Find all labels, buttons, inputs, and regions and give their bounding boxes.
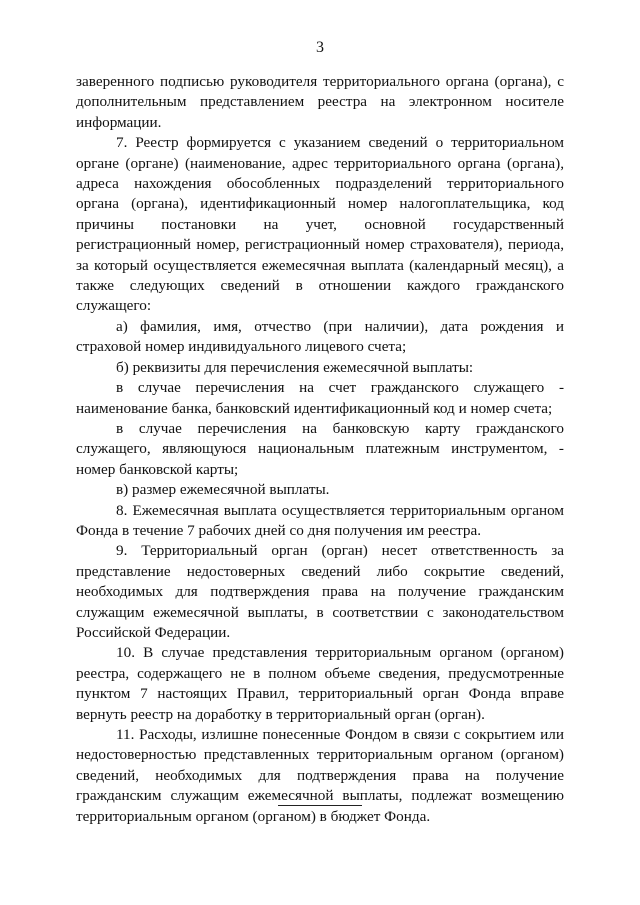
paragraph-card-transfer: в случае перечисления на банковскую карту гражданского служащего, являющуюся национальным платежным инструментом, - номер банковской карты; xyxy=(76,419,564,478)
paragraph-item-10: 10. В случае представления территориальным органом (органом) реестра, содержащего не в полном объеме сведения, предусмотренные пунктом 7 настоящих Правил, территориальный орган Фонда вправе вернуть реестр на доработку в территориальный орган (орган). xyxy=(76,644,564,723)
paragraph-item-9: 9. Территориальный орган (орган) несет ответственность за представление недостоверных сведений либо сокрытие сведений, необходимых для подтверждения права на получение гражданским служащим ежемесячной выплаты, в соответствии с законодательством Российской Федерации. xyxy=(76,542,564,641)
paragraph-item-11: 11. Расходы, излишне понесенные Фондом в связи с сокрытием или недостоверностью представленных территориальным органом (органом) сведений, необходимых для подтверждения права на получение гражданским служащим ежемесячной выплаты, подлежат возмещению территориальным органом (органом) в бюджет Фонда. xyxy=(76,726,564,825)
paragraph-subitem-b: б) реквизиты для перечисления ежемесячной выплаты: xyxy=(116,358,474,376)
page-number: 3 xyxy=(316,39,324,56)
end-divider xyxy=(278,805,362,806)
document-body xyxy=(76,72,564,827)
paragraph-item-7: 7. Реестр формируется с указанием сведений о территориальном органе (органе) (наименование, адрес территориального органа (органа), адреса нахождения обособленных подразделений территориального органа (органа), идентификационный номер налогоплательщика, код причины постановки на учет, основной государственный регистрационный номер, регистрационный номер страхователя), периода, за который осуществляется ежемесячная выплата (календарный месяц), а также следующих сведений в отношении каждого гражданского служащего: xyxy=(76,134,564,315)
paragraph-continuation: заверенного подписью руководителя территориального органа (органа), с дополнительным представлением реестра на электронном носителе информации. xyxy=(76,73,564,131)
paragraph-account-transfer: в случае перечисления на счет гражданского служащего - наименование банка, банковский идентификационный код и номер счета; xyxy=(76,379,564,417)
paragraph-subitem-v: в) размер ежемесячной выплаты. xyxy=(116,481,330,499)
paragraph-subitem-a: а) фамилия, имя, отчество (при наличии), дата рождения и страховой номер индивидуального лицевого счета; xyxy=(76,317,564,356)
paragraph-item-8: 8. Ежемесячная выплата осуществляется территориальным органом Фонда в течение 7 рабочих дней со дня получения им реестра. xyxy=(76,501,564,539)
